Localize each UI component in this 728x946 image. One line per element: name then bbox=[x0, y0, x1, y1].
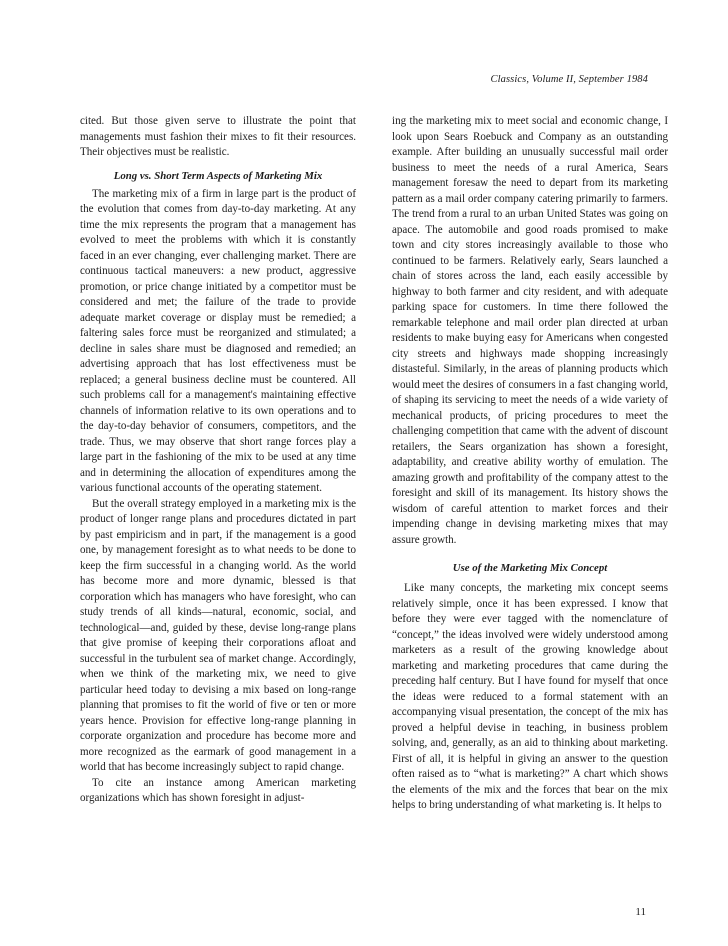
body-paragraph: But the overall strategy employed in a marketing mix is the product of longer range plans and procedures dictated in part by past empiricism and in part, if the management is a good one, by management foresight as to what needs to be done to keep the firm successful in a changing world. As the world has become more and more dynamic, blessed is that corporation which has managers who have foresight, who can study trends of all kinds—natural, economic, social, and technological—and, guided by these, devise long-range plans that give promise of keeping their corporations afloat and successful in the turbulent sea of market change. Accordingly, when we think of the marketing mix, we need to give particular heed today to devising a mix based on long-range planning that promises to fit the world of five or ten or more years hence. Provision for effective long-range planning in corporate organization and procedure has become more and more recognized as the earmark of good management in a world that has become increasingly subject to rapid change. bbox=[80, 497, 356, 773]
right-continuation-paragraph: ing the marketing mix to meet social and economic change, I look upon Sears Roebuck and Company as an outstanding example. After building an unusually successful mail order business to meet the needs of a rural America, Sears management foresaw the need to depart from its marketing pattern as a mail order company catering primarily to farmers. The trend from a rural to an urban United States was going on apace. The automobile and good roads promised to make town and city stores increasingly available to those who continued to be farmers. Relatively early, Sears launched a chain of stores across the land, each easily accessible by highway to both farmer and city resident, and with adequate parking space for customers. In time there followed the remarkable telephone and mail order plan directed at urban residents to make buying easy for Americans when congested city streets and highways made shopping increasingly distasteful. Similarly, in the areas of planning products which would meet the desires of consumers in a fast changing world, of shaping its servicing to meet the needs of a wide variety of mechanical products, of pricing procedures to meet the challenging competition that came with the advent of discount retailers, the Sears organization has shown a foresight, adaptability, and creative ability worthy of emulation. The amazing growth and profitability of the company attest to the foresight and skill of its management. Its history shows the wisdom of careful attention to market forces and their impending change in devising marketing mixes that may assure growth. bbox=[392, 115, 668, 546]
page-number: 11 bbox=[635, 906, 646, 918]
section-heading-use-of-concept: Use of the Marketing Mix Concept bbox=[452, 562, 608, 574]
running-head: Classics, Volume II, September 1984 bbox=[490, 74, 648, 85]
body-paragraph: To cite an instance among American marketing organizations which has shown foresight in adjust- bbox=[80, 776, 356, 804]
left-continuation-paragraph: cited. But those given serve to illustrate the point that managements must fashion their mixes to fit their resources. Their objectives must be realistic. bbox=[80, 115, 356, 158]
left-column bbox=[80, 114, 356, 807]
section-heading-long-short-term: Long vs. Short Term Aspects of Marketing Mix bbox=[113, 169, 323, 182]
body-paragraph: Like many concepts, the marketing mix concept seems relatively simple, once it has been expressed. I know that before they were ever tagged with the nomenclature of “concept,” the ideas involved were widely understood among marketers as a result of the growing knowledge about marketing and marketing procedures that came during the preceding half century. But I have found for myself that once the ideas were reduced to a formal statement with an accompanying visual presentation, the concept of the mix has proved a helpful devise in teaching, in business problem solving, and, generally, as an aid to thinking about marketing. First of all, it is helpful in giving an answer to the question often raised as to “what is marketing?” A chart which shows the elements of the mix and the forces that bear on the mix helps to bring understanding of what marketing is. It helps to bbox=[392, 582, 668, 811]
body-paragraph: The marketing mix of a firm in large part is the product of the evolution that comes from day-to-day marketing. At any time the mix represents the program that a management has evolved to meet the problems with which it is constantly faced in an ever changing, ever challenging market. There are continuous tactical maneuvers: a new product, aggressive promotion, or price change initiated by a competitor must be considered and met; the failure of the trade to provide adequate market coverage or display must be remedied; a faltering sales force must be reorganized and stimulated; a decline in sales share must be diagnosed and remedied; an advertising approach that has lost effectiveness must be replaced; a general business decline must be countered. All such problems call for a management's maintaining effective channels of information relative to its own operations and to the day-to-day behavior of consumers, competitors, and the trade. Thus, we may observe that short range forces play a large part in the fashioning of the mix to be used at any time and in determining the allocation of expenditures among the various functional accounts of the operating statement. bbox=[80, 187, 356, 494]
right-column bbox=[392, 114, 668, 814]
